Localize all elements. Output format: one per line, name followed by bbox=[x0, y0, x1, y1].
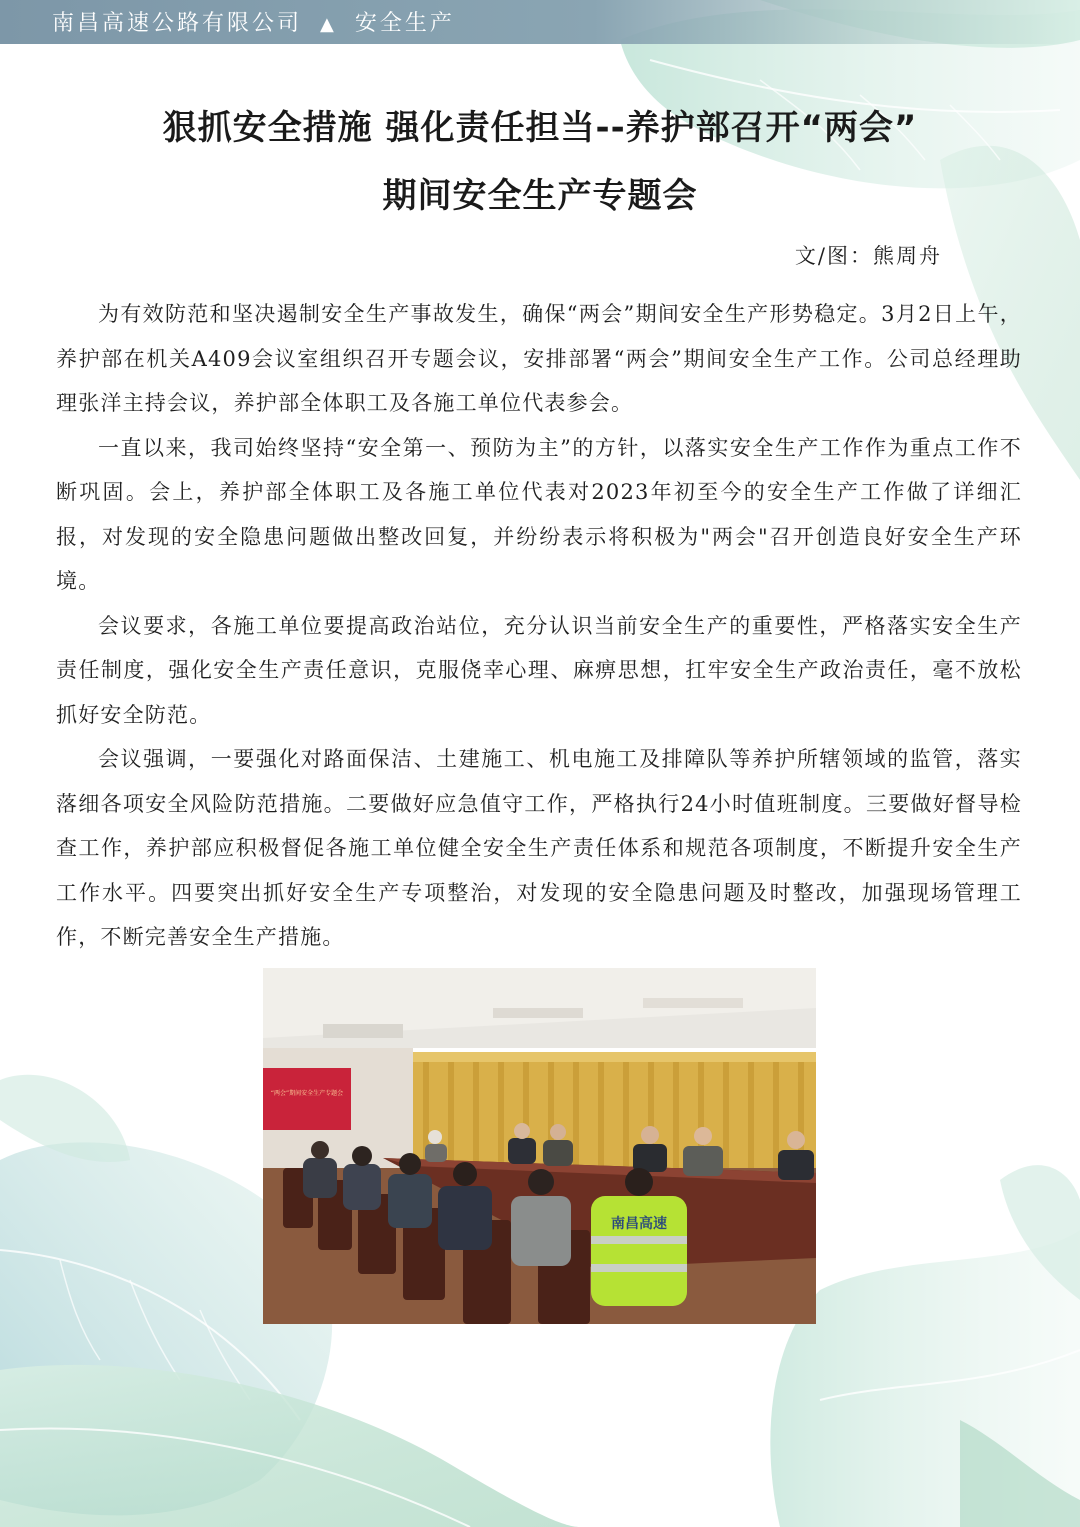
article-body bbox=[56, 292, 1022, 960]
paragraph-2: 一直以来，我司始终坚持“安全第一、预防为主”的方针，以落实安全生产工作作为重点工作不断巩固。会上，养护部全体职工及各施工单位代表对2023年初至今的安全生产工作做了详细汇报，对发现的安全隐患问题做出整改回复，并纷纷表示将积极为"两会"召开创造良好安全生产环境。 bbox=[56, 435, 1022, 593]
paragraph-4: 会议强调，一要强化对路面保洁、土建施工、机电施工及排障队等养护所辖领域的监管，落实落细各项安全风险防范措施。二要做好应急值守工作，严格执行24小时值班制度。三要做好督导检查工作，养护部应积极督促各施工单位健全安全生产责任体系和规范各项制度，不断提升安全生产工作水平。四要突出抓好安全生产专项整治，对发现的安全隐患问题及时整改，加强现场管理工作，不断完善安全生产措施。 bbox=[56, 747, 1022, 949]
vest-text: 南昌高速 bbox=[611, 1216, 667, 1232]
company-name: 南昌高速公路有限公司 bbox=[52, 11, 303, 36]
header-breadcrumb bbox=[52, 6, 455, 37]
paragraph-1: 为有效防范和坚决遏制安全生产事故发生，确保“两会”期间安全生产形势稳定。3月2日上午，养护部在机关A409会议室组织召开专题会议，安排部署“两会”期间安全生产工作。公司总经理助理张洋主持会议，养护部全体职工及各施工单位代表参会。 bbox=[56, 302, 1022, 415]
meeting-photo bbox=[263, 968, 816, 1324]
paragraph-3: 会议要求，各施工单位要提高政治站位，充分认识当前安全生产的重要性，严格落实安全生产责任制度，强化安全生产责任意识，克服侥幸心理、麻痹思想，扛牢安全生产政治责任，毫不放松抓好安全防范。 bbox=[56, 613, 1022, 727]
reflective-vest-person bbox=[591, 1196, 687, 1306]
bottom-right-leaves bbox=[770, 1165, 1080, 1527]
article-title-line2: 期间安全生产专题会 bbox=[382, 176, 698, 216]
triangle-separator-icon: ▲ bbox=[320, 14, 337, 35]
screen-text: “两会”期间安全生产专题会 bbox=[270, 1090, 344, 1097]
article-title-line1: 狠抓安全措施 强化责任担当--养护部召开“两会” bbox=[162, 108, 918, 148]
article-byline: 文/图：熊周舟 bbox=[794, 244, 942, 268]
header-bar bbox=[0, 0, 1080, 44]
projection-screen bbox=[263, 1068, 351, 1130]
section-name: 安全生产 bbox=[354, 11, 455, 36]
